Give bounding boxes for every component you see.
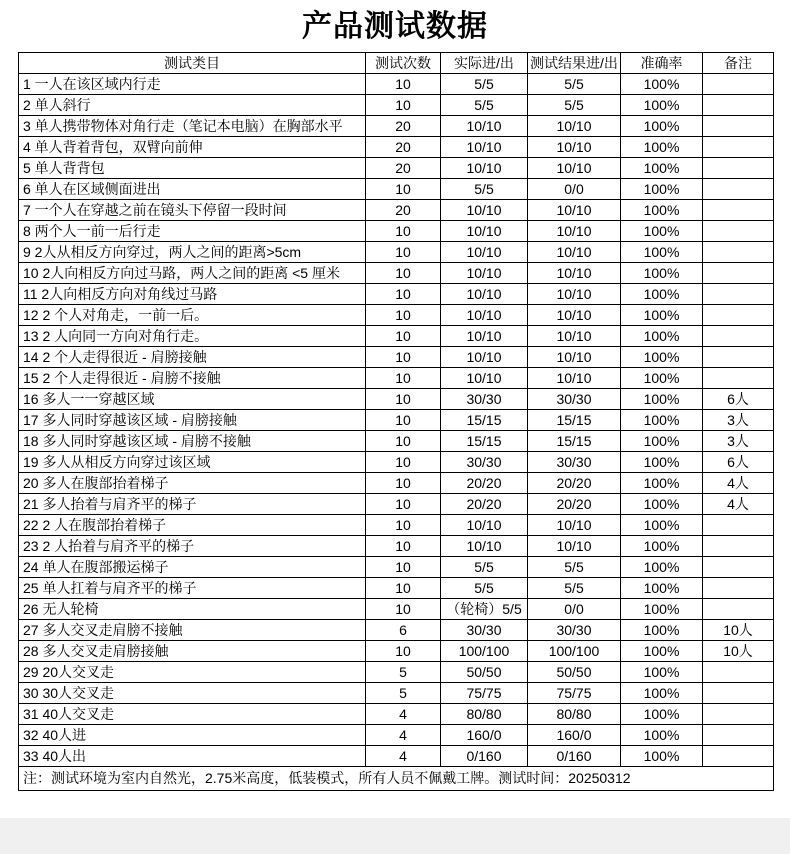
table-cell: 100% <box>621 494 703 515</box>
table-cell <box>703 179 774 200</box>
table-cell: 10/10 <box>441 536 528 557</box>
table-cell <box>703 284 774 305</box>
table-cell: 100% <box>621 389 703 410</box>
table-cell: 100% <box>621 263 703 284</box>
table-cell: 10/10 <box>441 305 528 326</box>
test-category-cell: 25 单人扛着与肩齐平的梯子 <box>19 578 366 599</box>
table-cell: 100% <box>621 95 703 116</box>
test-category-cell: 10 2人向相反方向过马路，两人之间的距离 <5 厘米 <box>19 263 366 284</box>
table-cell: 10/10 <box>528 347 621 368</box>
table-cell: 100% <box>621 242 703 263</box>
table-cell: 10/10 <box>528 326 621 347</box>
table-cell: 15/15 <box>528 410 621 431</box>
table-cell: 6 <box>366 620 441 641</box>
table-cell: 10/10 <box>528 221 621 242</box>
table-row <box>19 431 774 452</box>
table-cell <box>703 326 774 347</box>
table-cell: 15/15 <box>441 410 528 431</box>
table-cell <box>703 137 774 158</box>
test-category-cell: 3 单人携带物体对角行走（笔记本电脑）在胸部水平 <box>19 116 366 137</box>
table-note: 注：测试环境为室内自然光，2.75米高度，低装模式，所有人员不佩戴工牌。测试时间：20250312 <box>19 767 774 791</box>
table-cell <box>703 557 774 578</box>
table-cell: 10 <box>366 410 441 431</box>
table-row <box>19 641 774 662</box>
test-category-cell: 22 2 人在腹部抬着梯子 <box>19 515 366 536</box>
table-row <box>19 557 774 578</box>
table-cell <box>703 662 774 683</box>
table-cell: 10 <box>366 263 441 284</box>
table-row <box>19 494 774 515</box>
table-cell: 30/30 <box>441 452 528 473</box>
table-cell: 15/15 <box>528 431 621 452</box>
test-category-cell: 30 30人交叉走 <box>19 683 366 704</box>
table-cell <box>703 116 774 137</box>
table-cell: 10人 <box>703 641 774 662</box>
test-category-cell: 14 2 个人走得很近 - 肩膀接触 <box>19 347 366 368</box>
table-cell: 75/75 <box>441 683 528 704</box>
table-cell: 5/5 <box>528 557 621 578</box>
table-cell: 30/30 <box>441 389 528 410</box>
table-cell: 10 <box>366 368 441 389</box>
test-category-cell: 27 多人交叉走肩膀不接触 <box>19 620 366 641</box>
table-cell: 5/5 <box>441 557 528 578</box>
table-cell: 100% <box>621 305 703 326</box>
table-row <box>19 284 774 305</box>
table-row <box>19 137 774 158</box>
table-cell: 10 <box>366 641 441 662</box>
table-cell: 5/5 <box>441 578 528 599</box>
table-cell: 100% <box>621 473 703 494</box>
table-cell: 10/10 <box>441 158 528 179</box>
table-cell: 10/10 <box>528 305 621 326</box>
table-cell: 80/80 <box>528 704 621 725</box>
table-cell: 5 <box>366 662 441 683</box>
test-category-cell: 33 40人出 <box>19 746 366 767</box>
table-cell: 20 <box>366 116 441 137</box>
table-cell: 100% <box>621 74 703 95</box>
table-footer <box>19 767 774 791</box>
table-cell: 100% <box>621 599 703 620</box>
test-category-cell: 9 2人从相反方向穿过，两人之间的距离>5cm <box>19 242 366 263</box>
table-row <box>19 473 774 494</box>
table-cell: 10/10 <box>441 515 528 536</box>
table-cell: 10/10 <box>441 263 528 284</box>
table-cell: 3人 <box>703 410 774 431</box>
page-title: 产品测试数据 <box>302 10 488 43</box>
test-category-cell: 12 2 个人对角走，一前一后。 <box>19 305 366 326</box>
table-cell <box>703 74 774 95</box>
table-cell <box>703 221 774 242</box>
table-cell <box>703 536 774 557</box>
column-header: 准确率 <box>621 53 703 74</box>
table-cell: 10/10 <box>528 536 621 557</box>
table-cell: 0/160 <box>528 746 621 767</box>
table-cell: 10/10 <box>441 368 528 389</box>
table-cell: 20 <box>366 200 441 221</box>
table-row <box>19 74 774 95</box>
table-cell: 10/10 <box>441 200 528 221</box>
table-cell: 10/10 <box>528 158 621 179</box>
table-row <box>19 158 774 179</box>
table-row <box>19 725 774 746</box>
table-row <box>19 116 774 137</box>
table-cell <box>703 200 774 221</box>
table-cell: 10 <box>366 431 441 452</box>
table-cell: 10 <box>366 515 441 536</box>
table-row <box>19 578 774 599</box>
table-cell: 100% <box>621 683 703 704</box>
table-row <box>19 515 774 536</box>
test-category-cell: 20 多人在腹部抬着梯子 <box>19 473 366 494</box>
table-cell <box>703 683 774 704</box>
table-cell: 10 <box>366 326 441 347</box>
table-cell: 4 <box>366 725 441 746</box>
test-category-cell: 11 2人向相反方向对角线过马路 <box>19 284 366 305</box>
table-cell: 30/30 <box>528 452 621 473</box>
table-cell: 10/10 <box>441 284 528 305</box>
table-cell: 15/15 <box>441 431 528 452</box>
table-cell: 20/20 <box>528 494 621 515</box>
test-category-cell: 4 单人背着背包，双臂向前伸 <box>19 137 366 158</box>
note-row <box>19 767 774 791</box>
test-category-cell: 8 两个人一前一后行走 <box>19 221 366 242</box>
header-row <box>19 53 774 74</box>
table-row <box>19 305 774 326</box>
table-row <box>19 389 774 410</box>
test-category-cell: 24 单人在腹部搬运梯子 <box>19 557 366 578</box>
table-cell: 10/10 <box>528 368 621 389</box>
table-cell <box>703 578 774 599</box>
table-cell <box>703 347 774 368</box>
table-row <box>19 704 774 725</box>
test-category-cell: 19 多人从相反方向穿过该区域 <box>19 452 366 473</box>
table-cell: 10/10 <box>528 284 621 305</box>
table-cell: 10/10 <box>441 116 528 137</box>
table-body <box>19 74 774 767</box>
table-cell: 10 <box>366 536 441 557</box>
table-cell: 100% <box>621 515 703 536</box>
table-cell: 100% <box>621 662 703 683</box>
table-cell: 10 <box>366 473 441 494</box>
table-cell: 10 <box>366 452 441 473</box>
test-category-cell: 6 单人在区域侧面进出 <box>19 179 366 200</box>
test-category-cell: 31 40人交叉走 <box>19 704 366 725</box>
table-cell: 100% <box>621 116 703 137</box>
table-row <box>19 95 774 116</box>
table-cell: 100% <box>621 452 703 473</box>
table-cell: 160/0 <box>528 725 621 746</box>
table-row <box>19 179 774 200</box>
table-cell: 30/30 <box>528 389 621 410</box>
table-cell <box>703 242 774 263</box>
table-cell: 10/10 <box>528 200 621 221</box>
test-category-cell: 17 多人同时穿越该区域 - 肩膀接触 <box>19 410 366 431</box>
table-cell: 4人 <box>703 494 774 515</box>
table-cell: 100% <box>621 158 703 179</box>
table-cell: 50/50 <box>528 662 621 683</box>
table-row <box>19 536 774 557</box>
table-row <box>19 221 774 242</box>
test-category-cell: 5 单人背背包 <box>19 158 366 179</box>
table-cell: 5/5 <box>441 74 528 95</box>
table-cell: 100% <box>621 641 703 662</box>
table-cell: 160/0 <box>441 725 528 746</box>
table-cell: 6人 <box>703 389 774 410</box>
column-header: 测试结果进/出 <box>528 53 621 74</box>
table-header <box>19 53 774 74</box>
table-row <box>19 410 774 431</box>
table-cell: 0/0 <box>528 599 621 620</box>
table-cell: 30/30 <box>441 620 528 641</box>
table-cell: 10/10 <box>528 515 621 536</box>
table-cell: 100% <box>621 368 703 389</box>
table-cell: 100% <box>621 746 703 767</box>
column-header: 备注 <box>703 53 774 74</box>
table-cell: 10 <box>366 578 441 599</box>
table-row <box>19 200 774 221</box>
table-cell: 100% <box>621 557 703 578</box>
table-cell: 10/10 <box>441 347 528 368</box>
table-cell: 20/20 <box>441 494 528 515</box>
table-cell <box>703 263 774 284</box>
table-cell: 100% <box>621 410 703 431</box>
table-cell: 100% <box>621 578 703 599</box>
table-row <box>19 242 774 263</box>
table-cell: 10/10 <box>441 326 528 347</box>
table-cell: 100/100 <box>441 641 528 662</box>
test-category-cell: 28 多人交叉走肩膀接触 <box>19 641 366 662</box>
table-cell <box>703 704 774 725</box>
column-header: 实际进/出 <box>441 53 528 74</box>
table-cell: 20 <box>366 158 441 179</box>
table-cell: 50/50 <box>441 662 528 683</box>
test-category-cell: 1 一人在该区域内行走 <box>19 74 366 95</box>
table-cell: 10/10 <box>528 137 621 158</box>
table-cell: 20/20 <box>441 473 528 494</box>
table-cell: 5/5 <box>528 74 621 95</box>
table-cell: 5/5 <box>441 179 528 200</box>
table-cell: 5/5 <box>528 95 621 116</box>
test-category-cell: 13 2 人向同一方向对角行走。 <box>19 326 366 347</box>
table-cell <box>703 746 774 767</box>
table-cell: 100% <box>621 620 703 641</box>
table-cell: 80/80 <box>441 704 528 725</box>
table-cell: 75/75 <box>528 683 621 704</box>
table-cell: 100% <box>621 431 703 452</box>
table-cell: 10/10 <box>441 137 528 158</box>
test-category-cell: 21 多人抬着与肩齐平的梯子 <box>19 494 366 515</box>
table-cell: 100% <box>621 179 703 200</box>
table-row <box>19 368 774 389</box>
table-cell: 10 <box>366 95 441 116</box>
table-cell: 0/0 <box>528 179 621 200</box>
table-cell: 10/10 <box>528 263 621 284</box>
table-cell: 10 <box>366 494 441 515</box>
bottom-strip <box>0 818 790 854</box>
column-header: 测试类目 <box>19 53 366 74</box>
table-cell: 0/160 <box>441 746 528 767</box>
table-cell: 10 <box>366 221 441 242</box>
test-data-table <box>18 52 774 791</box>
table-cell: 100% <box>621 200 703 221</box>
table-cell: 10 <box>366 305 441 326</box>
table-row <box>19 452 774 473</box>
table-row <box>19 347 774 368</box>
table-cell: 4人 <box>703 473 774 494</box>
table-cell: 100% <box>621 326 703 347</box>
table-cell: 10/10 <box>441 221 528 242</box>
table-cell: 100% <box>621 536 703 557</box>
test-category-cell: 32 40人进 <box>19 725 366 746</box>
table-cell: 10 <box>366 599 441 620</box>
table-cell: 30/30 <box>528 620 621 641</box>
table-cell: （轮椅）5/5 <box>441 599 528 620</box>
table-cell: 100% <box>621 284 703 305</box>
table-cell: 10人 <box>703 620 774 641</box>
table-cell: 20/20 <box>528 473 621 494</box>
table-cell: 100% <box>621 725 703 746</box>
table-row <box>19 662 774 683</box>
table-cell: 100/100 <box>528 641 621 662</box>
table-cell: 5/5 <box>441 95 528 116</box>
table-cell <box>703 515 774 536</box>
table-cell: 10/10 <box>528 116 621 137</box>
column-header: 测试次数 <box>366 53 441 74</box>
table-cell: 100% <box>621 221 703 242</box>
table-cell: 100% <box>621 137 703 158</box>
test-category-cell: 7 一个人在穿越之前在镜头下停留一段时间 <box>19 200 366 221</box>
table-cell: 4 <box>366 704 441 725</box>
table-row <box>19 599 774 620</box>
table-cell: 4 <box>366 746 441 767</box>
test-category-cell: 2 单人斜行 <box>19 95 366 116</box>
table-cell <box>703 95 774 116</box>
table-cell <box>703 599 774 620</box>
table-row <box>19 746 774 767</box>
table-cell: 10 <box>366 242 441 263</box>
test-category-cell: 29 20人交叉走 <box>19 662 366 683</box>
table-cell: 10/10 <box>441 242 528 263</box>
table-cell: 10/10 <box>528 242 621 263</box>
table-cell <box>703 368 774 389</box>
table-cell: 20 <box>366 137 441 158</box>
table-cell: 100% <box>621 704 703 725</box>
table-cell: 10 <box>366 284 441 305</box>
test-category-cell: 15 2 个人走得很近 - 肩膀不接触 <box>19 368 366 389</box>
table-cell: 3人 <box>703 431 774 452</box>
table-cell <box>703 305 774 326</box>
test-category-cell: 26 无人轮椅 <box>19 599 366 620</box>
table-cell: 10 <box>366 179 441 200</box>
table-cell: 10 <box>366 74 441 95</box>
table-cell: 5 <box>366 683 441 704</box>
table-cell: 100% <box>621 347 703 368</box>
table-row <box>19 263 774 284</box>
table-cell: 6人 <box>703 452 774 473</box>
table-row <box>19 326 774 347</box>
table-cell <box>703 158 774 179</box>
test-category-cell: 18 多人同时穿越该区域 - 肩膀不接触 <box>19 431 366 452</box>
table-row <box>19 620 774 641</box>
table-cell: 10 <box>366 557 441 578</box>
test-category-cell: 16 多人一一穿越区域 <box>19 389 366 410</box>
table-cell: 5/5 <box>528 578 621 599</box>
table-cell: 10 <box>366 347 441 368</box>
test-category-cell: 23 2 人抬着与肩齐平的梯子 <box>19 536 366 557</box>
table-cell <box>703 725 774 746</box>
table-cell: 10 <box>366 389 441 410</box>
table-row <box>19 683 774 704</box>
